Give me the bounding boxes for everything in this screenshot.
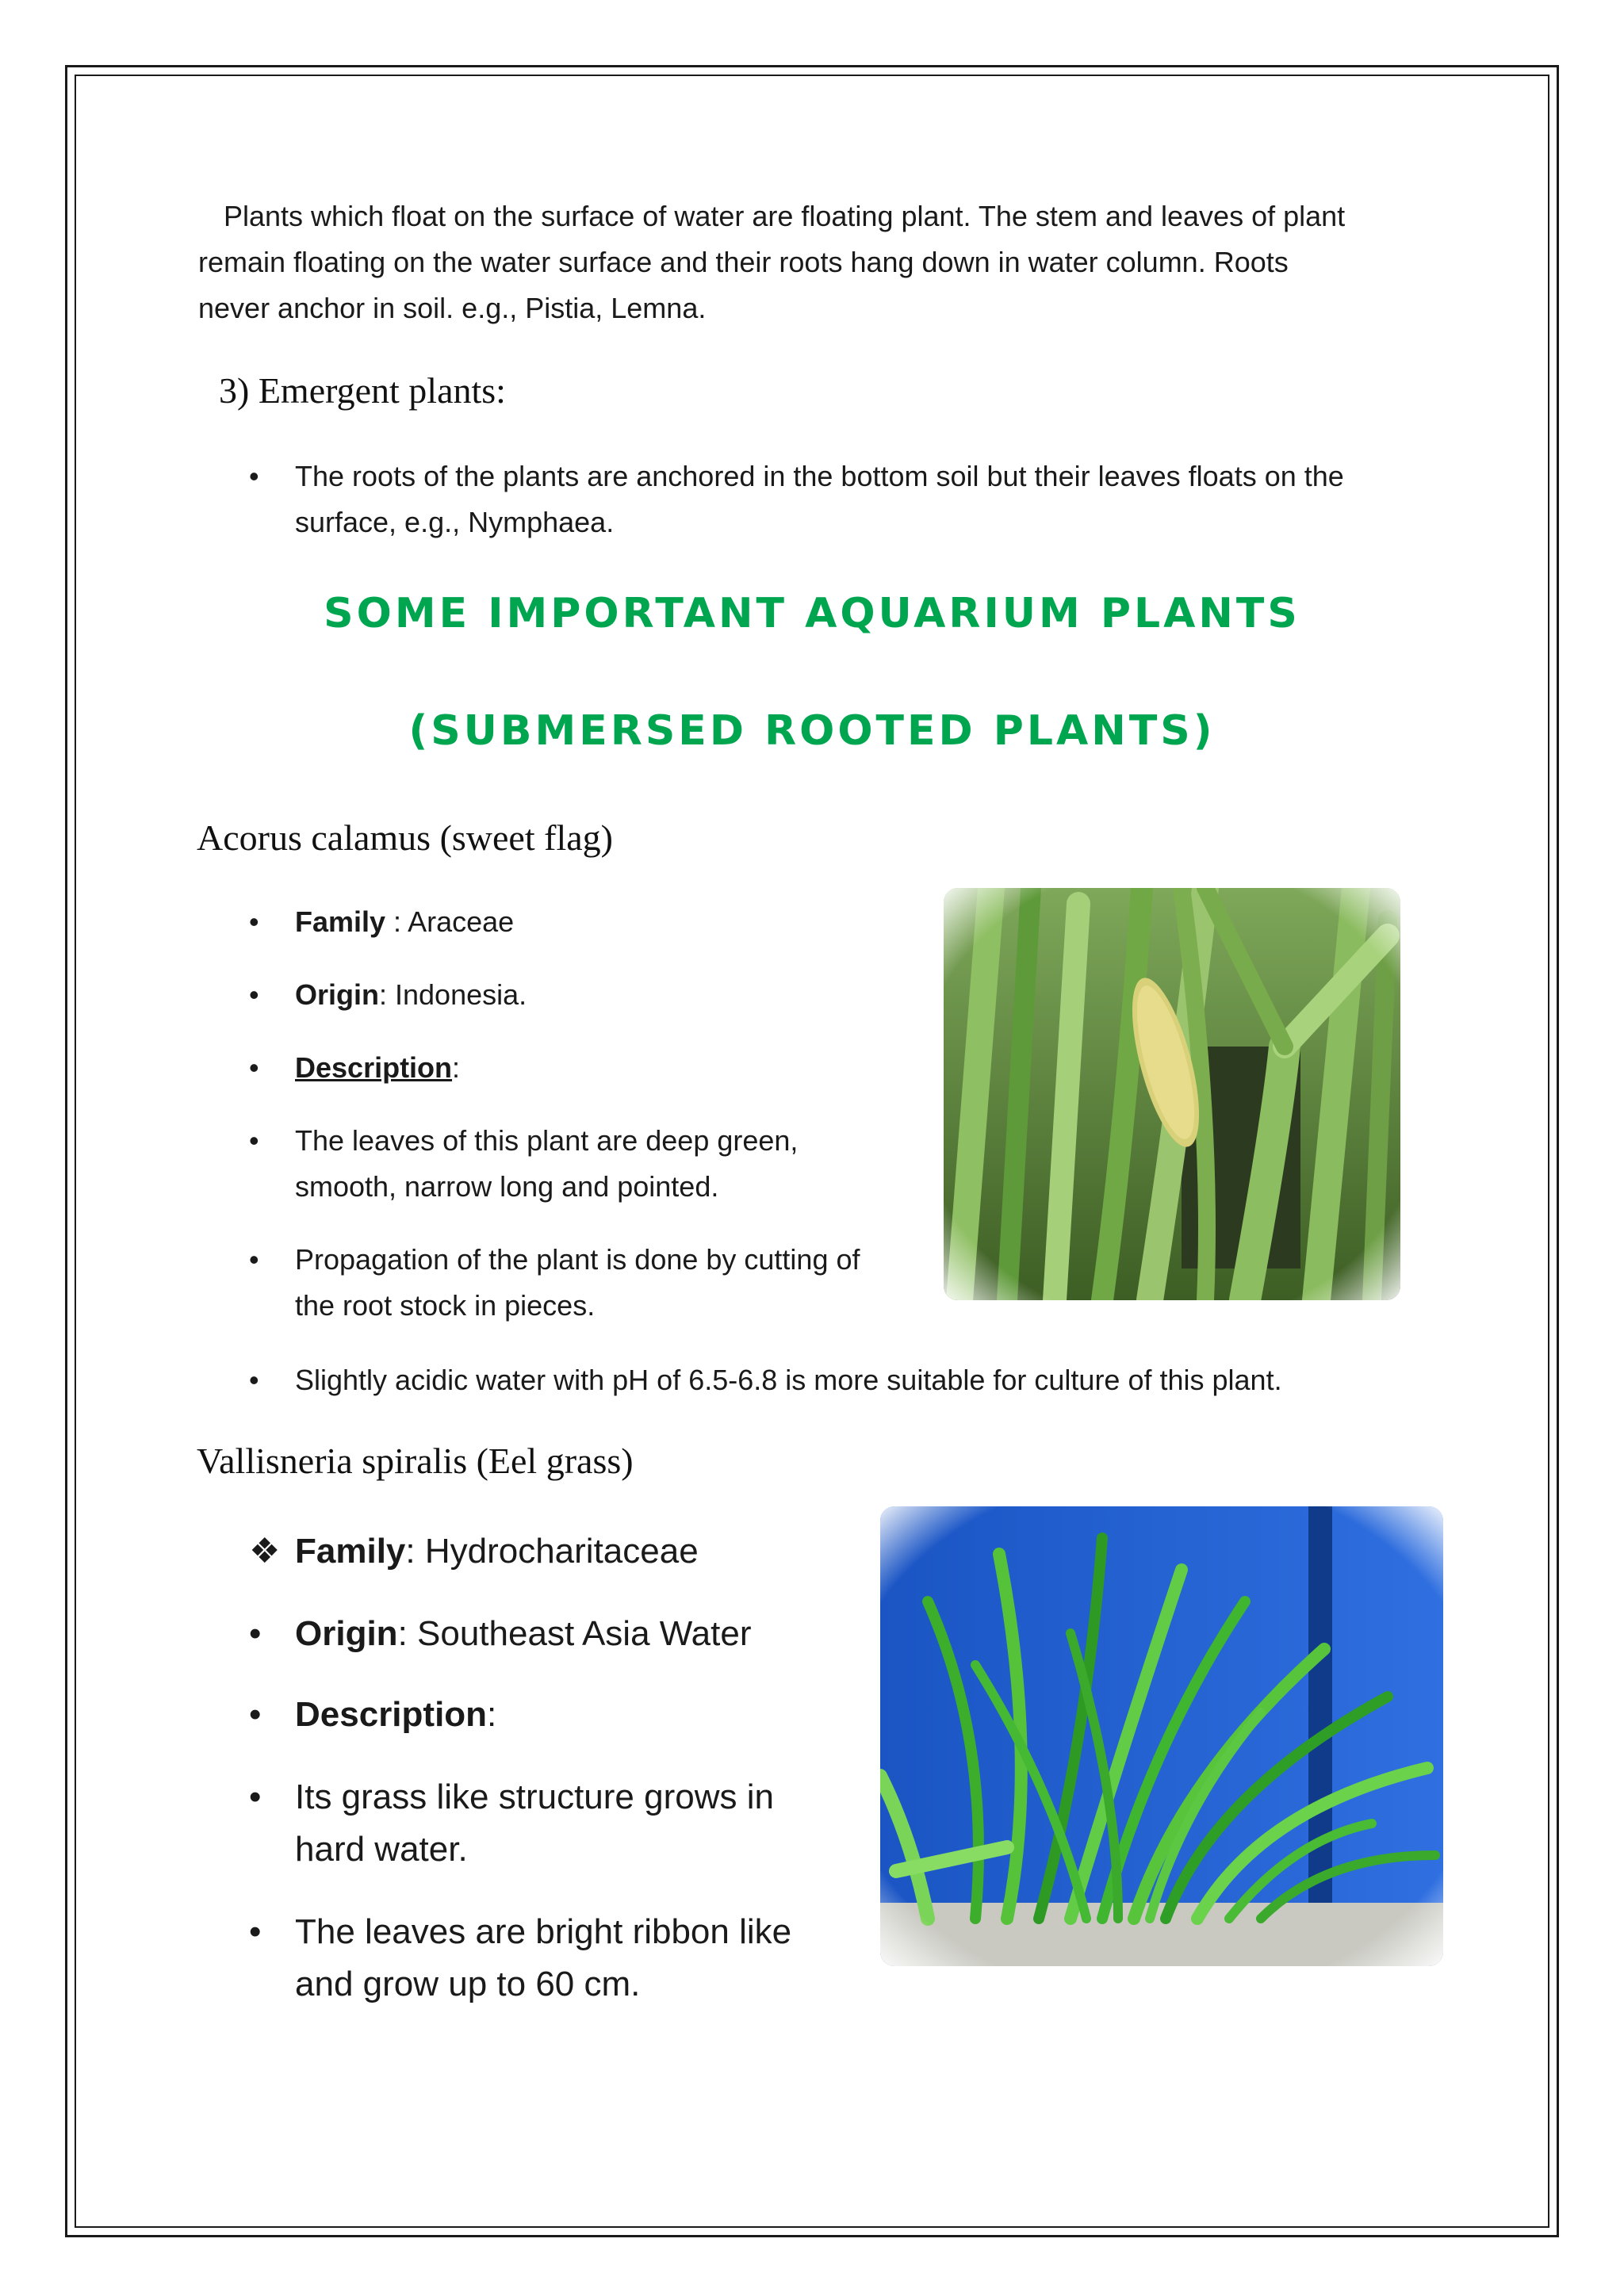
acorus-plant-illustration <box>944 888 1400 1300</box>
bullet-icon: • <box>249 1777 262 1816</box>
acorus-water <box>249 1357 1282 1403</box>
vallisneria-leaves <box>249 1906 792 2011</box>
main-title: SOME IMPORTANT AQUARIUM PLANTS <box>324 590 1300 637</box>
vallisneria-spiralis-photo <box>880 1506 1443 1966</box>
bullet-icon: • <box>249 1364 259 1396</box>
bullet-icon: • <box>249 1051 259 1084</box>
acorus-origin <box>249 972 527 1018</box>
diamond-bullet-icon: ❖ <box>249 1532 281 1571</box>
vallisneria-leaves-line-1: The leaves are bright ribbon like <box>295 1912 792 1951</box>
acorus-heading: Acorus calamus (sweet flag) <box>197 817 613 858</box>
acorus-origin-value: : Indonesia. <box>379 978 527 1011</box>
intro-line-2: remain floating on the water surface and their roots hang down in water column. Roots <box>198 246 1289 278</box>
acorus-origin-label: Origin <box>295 978 379 1011</box>
vallisneria-family <box>249 1525 699 1578</box>
vallisneria-origin-value: : Southeast Asia Water <box>397 1614 752 1653</box>
emergent-bullet <box>249 453 1344 545</box>
bullet-icon: • <box>249 1912 262 1951</box>
vallisneria-description-suffix: : <box>487 1695 497 1734</box>
acorus-family-label: Family <box>295 905 386 938</box>
bullet-icon: • <box>249 1124 259 1157</box>
vallisneria-description <box>249 1689 497 1741</box>
bullet-icon: • <box>249 1243 259 1276</box>
acorus-propagation <box>249 1237 860 1329</box>
intro-line-3: never anchor in soil. e.g., Pistia, Lemna. <box>198 292 707 324</box>
acorus-description <box>249 1045 461 1091</box>
emergent-bullet-line-1: The roots of the plants are anchored in the bottom soil but their leaves floats on the <box>295 460 1344 492</box>
vallisneria-origin <box>249 1608 752 1660</box>
acorus-leaves-line-1: The leaves of this plant are deep green, <box>295 1124 799 1157</box>
vallisneria-origin-label: Origin <box>295 1614 398 1653</box>
bullet-icon: • <box>249 460 259 492</box>
emergent-bullet-line-2: surface, e.g., Nymphaea. <box>295 506 615 538</box>
acorus-water-text: Slightly acidic water with pH of 6.5-6.8 is more suitable for culture of this plant. <box>295 1364 1282 1396</box>
bullet-icon: • <box>249 905 259 938</box>
acorus-leaves-line-2: smooth, narrow long and pointed. <box>295 1170 719 1203</box>
vallisneria-heading: Vallisneria spiralis (Eel grass) <box>197 1441 634 1481</box>
acorus-family <box>249 899 515 945</box>
vallisneria-grass-line-1: Its grass like structure grows in <box>295 1777 774 1816</box>
vallisneria-leaves-line-2: and grow up to 60 cm. <box>295 1965 641 2003</box>
acorus-description-label: Description <box>295 1051 453 1084</box>
vallisneria-grass <box>249 1771 774 1876</box>
vallisneria-grass-line-2: hard water. <box>295 1830 468 1869</box>
bullet-icon: • <box>249 978 259 1011</box>
vallisneria-description-label: Description <box>295 1695 488 1734</box>
vallisneria-plant-illustration <box>880 1506 1443 1966</box>
bullet-icon: • <box>249 1614 262 1653</box>
vallisneria-family-label: Family <box>295 1532 406 1571</box>
acorus-calamus-photo <box>944 888 1400 1300</box>
acorus-propagation-line-2: the root stock in pieces. <box>295 1289 596 1322</box>
emergent-heading: 3) Emergent plants: <box>219 370 506 411</box>
acorus-family-value: : Araceae <box>385 905 515 938</box>
intro-line-1: Plants which float on the surface of water are floating plant. The stem and leaves of plant <box>224 200 1346 232</box>
bullet-icon: • <box>249 1695 262 1734</box>
acorus-propagation-line-1: Propagation of the plant is done by cutting of <box>295 1243 860 1276</box>
acorus-leaves <box>249 1118 799 1210</box>
acorus-description-suffix: : <box>452 1051 461 1084</box>
vallisneria-family-value: : Hydrocharitaceae <box>405 1532 699 1571</box>
sub-title: (SUBMERSED ROOTED PLANTS) <box>408 707 1216 755</box>
